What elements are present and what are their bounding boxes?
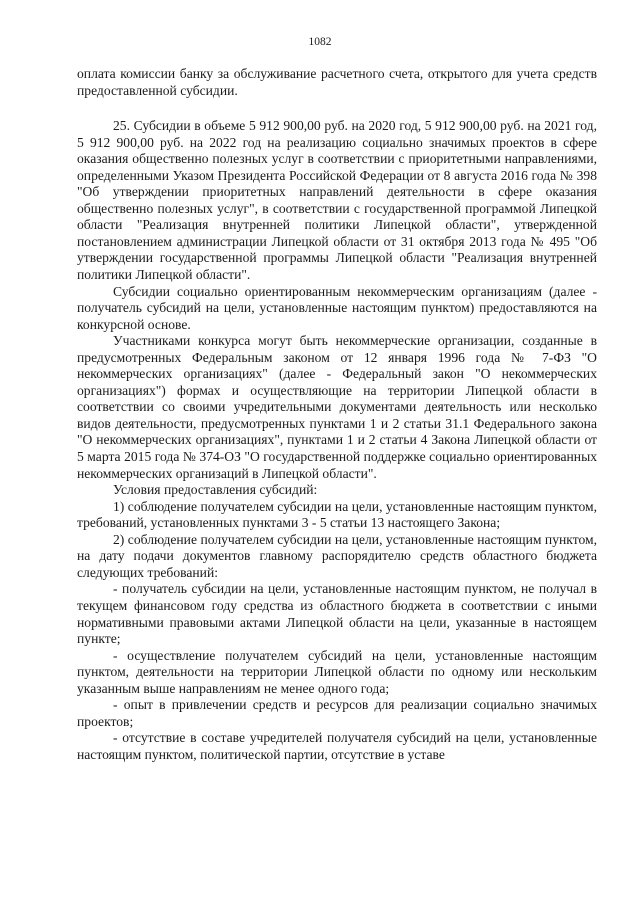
paragraph-requirement-2: - осуществление получателем субсидий на цели, установленные настоящим пунктом, деятельности на территории Липецкой области по одному или нескольким указанным выше направлениям не менее одного года; <box>77 647 597 696</box>
paragraph-requirement-3: - опыт в привлечении средств и ресурсов для реализации социально значимых проектов; <box>77 697 597 729</box>
page-number: 1082 <box>308 36 332 48</box>
paragraph-condition-1: 1) соблюдение получателем субсидии на цели, установленные настоящим пунктом, требований, установленных пунктами 3 - 5 статьи 13 настоящего Закона; <box>77 498 597 531</box>
paragraph-participants: Участниками конкурса могут быть некоммерческие организации, созданные в предусмотренных Федеральным законом от 12 января 1996 года № 7-ФЗ "О некоммерческих организациях" (далее - Федеральный закон "О некоммерческих организациях") формах и осуществляющие на территории Липецкой области в соответствии со своими учредительными документами деятельность или несколько видов деятельности, предусмотренных пунктами 1 и 2 статьи 31.1 Федерального закона "О некоммерческих организациях", пунктами 1 и 2 статьи 4 Закона Липецкой области от 5 марта 2015 года № 374-ОЗ "О государственной поддержке социально ориентированных некоммерческих организаций в Липецкой области". <box>77 333 597 481</box>
paragraph-requirement-1: - получатель субсидии на цели, установленные настоящим пунктом, не получал в текущем финансовом году средства из областного бюджета в соответствии с иными нормативными правовыми актами Липецкой области на цели, указанные в настоящем пункте; <box>77 581 597 647</box>
paragraph-clause-25: 25. Субсидии в объеме 5 912 900,00 руб. на 2020 год, 5 912 900,00 руб. на 2021 год, 5 912 900,00 руб. на 2022 год на реализацию социально значимых проектов в сфере оказания общественно полезных услуг в соответствии с приоритетными направлениями, определенными Указом Президента Российской Федерации от 8 августа 2016 года № 398 "Об утверждении приоритетных направлений деятельности в сфере оказания общественно полезных услуг", в соответствии с государственной программой Липецкой области "Реализация внутренней политики Липецкой области", утвержденной постановлением администрации Липецкой области от 31 октября 2013 года № 495 "Об утверждении государственной программы Липецкой области "Реализация внутренней политики Липецкой области". <box>77 118 597 283</box>
paragraph-conditions-heading: Условия предоставления субсидий: <box>113 482 318 498</box>
paragraph-recipients: Субсидии социально ориентированным некоммерческим организациям (далее - получатель субсидий на цели, установленные настоящим пунктом) предоставляются на конкурсной основе. <box>77 283 597 332</box>
paragraph-requirement-4: - отсутствие в составе учредителей получателя субсидий на цели, установленные настоящим пунктом, политической партии, отсутствие в уставе <box>77 730 597 762</box>
paragraph-condition-2: 2) соблюдение получателем субсидии на цели, установленные настоящим пунктом, на дату подачи документов главному распорядителю средств областного бюджета следующих требований: <box>77 531 597 580</box>
paragraph-continuation: оплата комиссии банку за обслуживание расчетного счета, открытого для учета средств предоставленной субсидии. <box>77 66 597 98</box>
document-body <box>77 66 597 763</box>
